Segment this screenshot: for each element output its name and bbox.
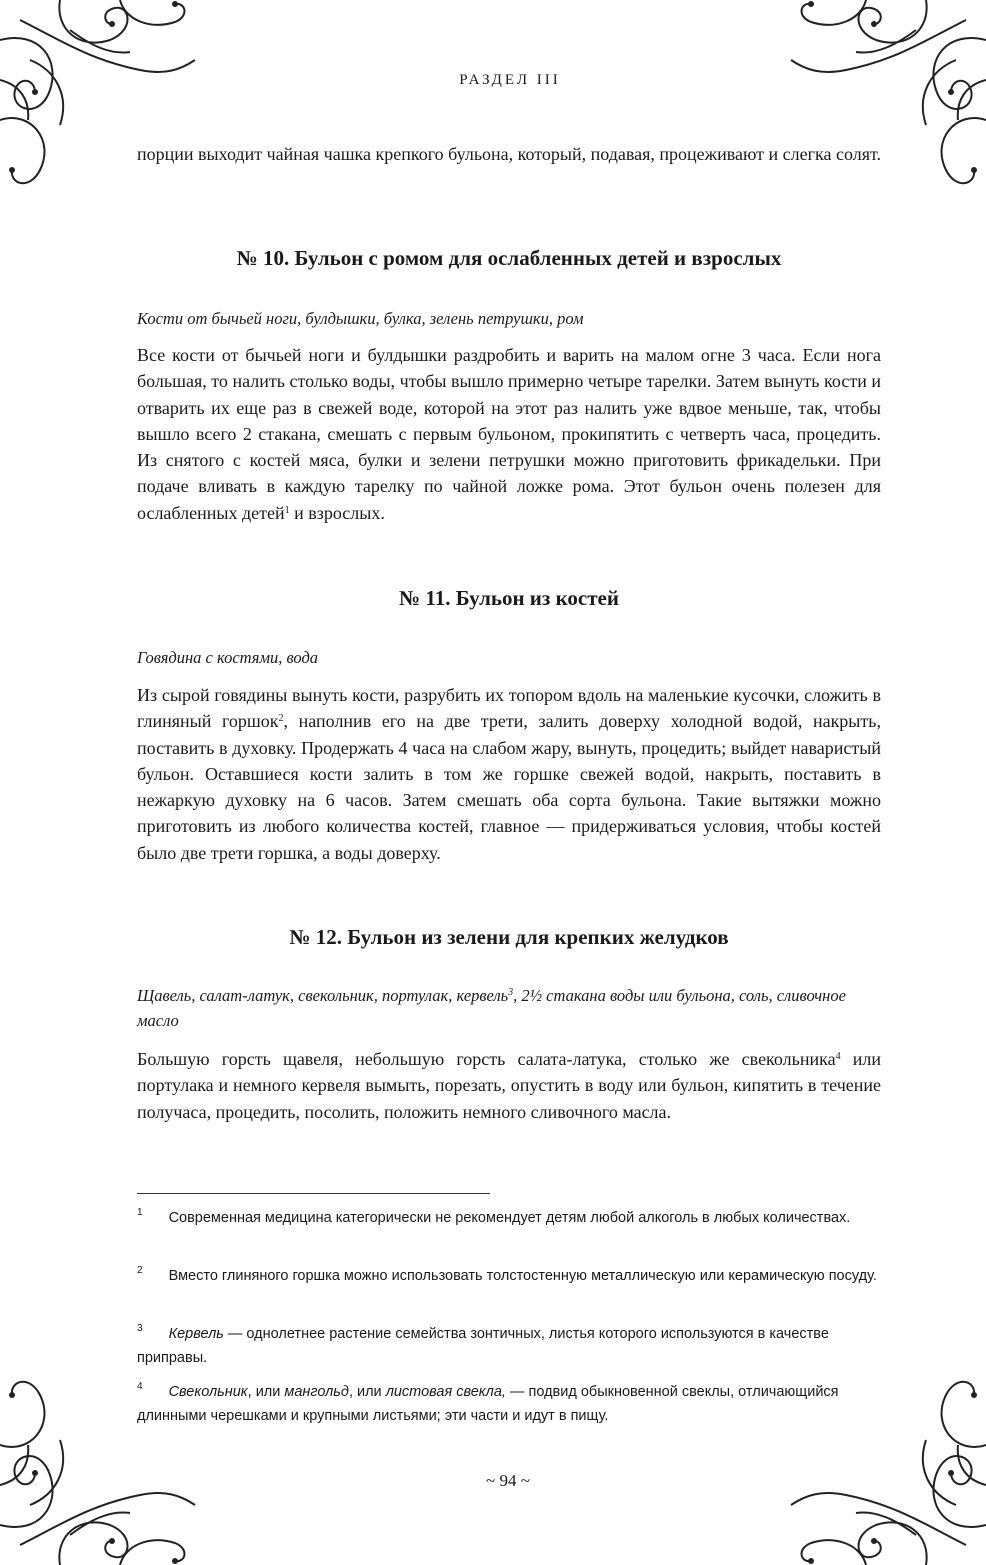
page-number: ~ 94 ~	[486, 1471, 530, 1490]
recipe-11-ingredients-block	[137, 645, 881, 670]
footnote-text: Современная медицина категорически не рекомендует детям любой алкоголь в любых количествах.	[168, 1210, 851, 1226]
footnote-term: Свекольник	[168, 1384, 248, 1400]
recipe-12-body-block	[137, 1046, 881, 1125]
corner-ornament-top-left	[0, 0, 200, 200]
recipe-title-11: № 11. Бульон из костей	[399, 586, 619, 610]
recipe-10-body-end: и взрослых.	[289, 502, 385, 523]
recipe-10-ingredients: Кости от бычьей ноги, булдышки, булка, зелень петрушки, ром	[137, 309, 584, 328]
recipe-10-body-text: Все кости от бычьей ноги и булдышки раздробить и варить на малом огне 3 часа. Если нога большая, то налить столько воды, чтобы вышло примерно четыре тарелки. Затем вынуть кости и отварить их еще раз в свежей воде, которой на этот раз налить уже вдвое меньше, так, чтобы вышло всего 2 стакана, смешать с первым бульоном, прокипятить с четверть часа, процедить. Из снятого с костей мяса, булки и зелени петрушки можно приготовить фрикадельки. При подаче вливать в каждую тарелку по чайной ложке рома. Этот бульон очень полезен для ослабленных детей	[137, 345, 881, 523]
recipe-11-ingredients: Говядина с костями, вода	[137, 648, 319, 667]
footnote-number: 2	[137, 1265, 143, 1276]
footnote-term-2: мангольд	[284, 1384, 349, 1400]
recipe-10-body-block	[137, 342, 881, 526]
footnote-text: Вместо глиняного горшка можно использовать толстостенную металлическую или керамическую посуду.	[168, 1268, 877, 1284]
recipe-12-ingredients-block	[137, 983, 881, 1033]
recipe-11-body-start: Из сырой говядины вынуть кости, разрубить их топором вдоль на маленькие кусочки, сложить в глиняный горшок	[137, 685, 881, 732]
recipe-12-ingredients-end: , 2½ стакана воды или бульона, соль, сливочное масло	[137, 986, 846, 1030]
running-head: РАЗДЕЛ III	[459, 72, 561, 88]
recipe-10-body	[137, 342, 881, 526]
recipe-12-body-start: Большую горсть щавеля, небольшую горсть салата-латука, столько же свекольника	[137, 1049, 836, 1069]
footnote-term-3: листовая свекла,	[385, 1384, 506, 1400]
footnote-ref-2[interactable]: 2	[278, 713, 284, 725]
footnote-4	[137, 1381, 877, 1428]
recipe-11-body-text: , наполнив его на две трети, залить доверху холодной водой, накрыть, поставить в духовку. Продержать 4 часа на слабом жару, вынуть, процедить; выйдет наваристый бульон. Оставшиеся кости залить в том же горшке свежей водой, накрыть, поставить в нежаркую духовку на 6 часов. Затем смешать оба сорта бульона. Такие вытяжки можно приготовить из любого количества костей, главное — придерживаться условия, чтобы костей было две трети горшка, а воды доверху.	[137, 711, 881, 863]
footnote-number: 1	[137, 1207, 143, 1218]
footnote-1	[137, 1207, 877, 1231]
footnote-text: — подвид обыкновенной свеклы, отличающийся длинными черешками и крупными листьями; эти части и идут в пищу.	[137, 1384, 839, 1424]
footnote-2	[137, 1265, 877, 1289]
intro-paragraph: порции выходит чайная чашка крепкого бульона, который, подавая, процеживают и слегка солят.	[137, 144, 882, 164]
footnote-ref-1[interactable]: 1	[284, 504, 290, 516]
recipe-12-body	[137, 1046, 881, 1125]
recipe-title-12: № 12. Бульон из зелени для крепких желудков	[289, 925, 729, 949]
recipe-10-ingredients-block	[137, 306, 881, 331]
footnote-term: Кервель	[168, 1326, 224, 1342]
footnote-3	[137, 1323, 877, 1370]
recipe-12-body-text: или портулака и немного кервеля вымыть, порезать, опустить в воду или бульон, кипятить в течение получаса, процедить, посолить, положить немного сливочного масла.	[137, 1049, 882, 1122]
recipe-title-10: № 10. Бульон с ромом для ослабленных детей и взрослых	[236, 246, 782, 270]
footnote-connector-2: , или	[348, 1384, 386, 1400]
footnote-ref-4[interactable]: 4	[835, 1051, 841, 1062]
recipe-11-body-block	[137, 682, 881, 866]
recipe-12-ingredients-start: Щавель, салат-латук, свекольник, портулак, кервель	[137, 986, 509, 1005]
footnote-number: 3	[137, 1323, 143, 1334]
recipe-11-body	[137, 682, 881, 866]
footnote-divider	[137, 1193, 490, 1194]
corner-ornament-top-right	[786, 0, 986, 200]
footnote-connector: , или	[247, 1384, 285, 1400]
footnote-text: — однолетнее растение семейства зонтичных, листья которого используются в качестве приправы.	[137, 1326, 829, 1366]
intro-paragraph-block	[137, 141, 881, 167]
footnote-ref-3[interactable]: 3	[508, 987, 514, 998]
recipe-12-ingredients	[137, 983, 881, 1033]
footnote-number: 4	[137, 1381, 143, 1392]
